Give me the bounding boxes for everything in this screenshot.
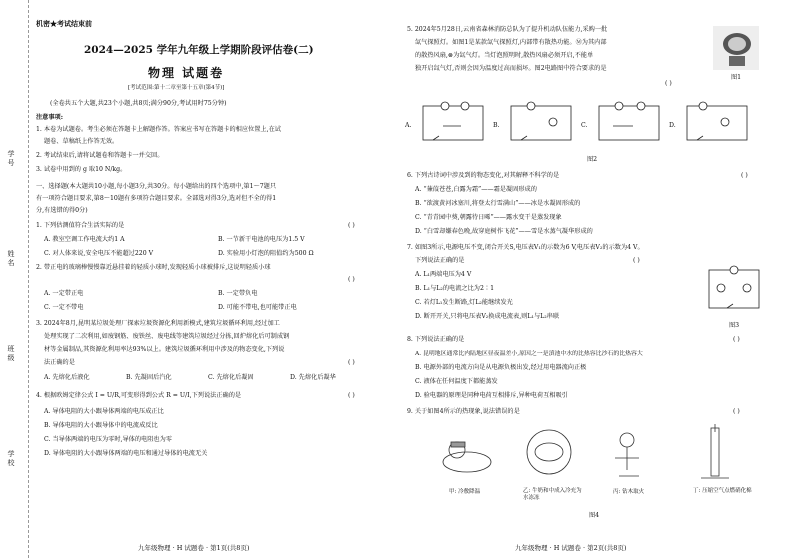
question-3: 材等金属制品,其资源化利用率达93%以上。建筑垃圾循环利用中涉及的物态变化,下列说: [44, 346, 285, 353]
exam-subtitle: 物理 试题卷: [148, 66, 225, 80]
q5-option-a: A.: [405, 122, 412, 129]
answer-paren: ( ): [741, 172, 748, 179]
q1-option-b: B. 一节新干电池的电压为1.5 V: [218, 236, 305, 243]
exam-scope: [考试范围:第十二章至第十五章(第4节)]: [128, 85, 225, 91]
question-7: 7. 如图3所示,电源电压不变,闭合开关S,电压表V₁的示数为6 V,电压表V₂的示数为4 V。: [407, 244, 644, 251]
q3-option-a: A. 先熔化后液化: [44, 374, 90, 381]
q6-option-c: C. “青青园中葵,朝露待日晞”——露水变干是蒸发现象: [415, 214, 562, 221]
q5-option-d: D.: [669, 122, 676, 129]
q7-option-b: B. L₁与L₂的电流之比为2∶1: [415, 285, 495, 292]
q3-option-d: D. 先熔化后凝华: [290, 374, 336, 381]
margin-label-class: 班级: [7, 345, 15, 363]
confidential-label: 机密★考试结束前: [36, 19, 92, 28]
answer-paren: ( ): [665, 80, 672, 87]
question-5: 5. 2024年5月28日,云南省森林消防总队为了提升机动队伍能力,采购一批: [407, 26, 608, 33]
answer-paren: ( ): [733, 408, 740, 415]
answer-paren: ( ): [348, 392, 355, 399]
circuit-diagrams: [413, 100, 763, 150]
answer-paren: ( ): [348, 359, 355, 366]
figure-2-caption: 图2: [587, 156, 598, 163]
q8-option-d: D. 验电器的原理是同种电荷互相排斥,异种电荷互相吸引: [415, 392, 568, 399]
question-3: 3. 2024年8月,昆明某垃圾处理厂探索垃圾资源化利用新模式,建筑垃圾循环利用,经过加工: [36, 320, 280, 327]
q5-option-c: C.: [581, 122, 588, 129]
section-intro: 分,有选错的得0分): [36, 207, 88, 214]
question-4: 4. 根据欧姆定律公式 I = U/R,可变形得到公式 R = U/I,下列说法正确的是: [36, 392, 242, 399]
q1-option-d: D. 实验用小灯泡的阻值约为500 Ω: [218, 250, 314, 257]
fig4-caption-a: 甲: 冷敷降温: [449, 489, 481, 495]
answer-paren: ( ): [348, 222, 355, 229]
q3-option-b: B. 先凝固后汽化: [126, 374, 172, 381]
q4-option-a: A. 导体电阻的大小跟导体两端的电压成正比: [44, 408, 164, 415]
margin-label-name: 姓名: [7, 250, 15, 268]
figure-4-illustrations: [439, 422, 769, 488]
question-1: 1. 下列估测值符合生活实际的是: [36, 222, 125, 229]
question-5: 的散热风扇,⊗为氙气灯。当灯泡照明时,散热风扇必须开启,不能单: [415, 52, 594, 59]
page-footer: 九年级物理 · H 试题卷 · 第1页(共8页): [138, 544, 250, 552]
q6-option-a: A. “蒹葭苍苍,白露为霜”——霜是凝固形成的: [415, 186, 537, 193]
q4-option-c: C. 当导体两端的电压为零时,导体的电阻也为零: [44, 436, 172, 443]
figure-3-caption: 图3: [729, 322, 740, 329]
answer-paren: ( ): [348, 276, 355, 283]
q6-option-d: D. “白雪却嫌春色晚,故穿庭树作飞花”——雪是水蒸气凝华形成的: [415, 228, 593, 235]
q1-option-c: C. 对人体来说,安全电压不能超过220 V: [44, 250, 154, 257]
q5-option-b: B.: [493, 122, 500, 129]
q4-option-d: D. 导体电阻的大小跟导体两端的电压和通过导体的电流无关: [44, 450, 208, 457]
answer-paren: ( ): [733, 336, 740, 343]
q7-option-c: C. 若灯L₁发生断路,灯L₂能继续发光: [415, 299, 513, 306]
fig4-caption-c: 丙: 钻木取火: [613, 489, 645, 495]
q8-option-c: C. 液体在任何温度下都能蒸发: [415, 378, 498, 385]
question-8: 8. 下列说法正确的是: [407, 336, 465, 343]
q2-option-d: D. 可能不带电,也可能带正电: [218, 304, 297, 311]
q2-option-b: B. 一定带负电: [218, 290, 258, 297]
circuit-figure-3: [703, 262, 765, 314]
q4-option-b: B. 导体电阻的大小跟导体中的电流成反比: [44, 422, 158, 429]
figure-1-caption: 图1: [731, 74, 742, 81]
question-6: 6. 下列古诗词中涉及到的物态变化,对其解释不科学的是: [407, 172, 560, 179]
searchlight-illustration: [713, 26, 759, 70]
question-7: 下列说法正确的是: [415, 257, 465, 264]
question-5: 氙气探照灯。如图1是某款氙气探照灯,内部带有散热功能。Ⓜ为其内部: [415, 39, 607, 46]
margin-label-student-id: 学号: [7, 150, 15, 168]
note-line: 3. 试卷中用到的 g 取10 N/kg。: [36, 166, 127, 173]
question-3: 法正确的是: [44, 359, 75, 366]
margin-label-school: 学校: [7, 450, 15, 468]
q6-option-b: B. “欲渡黄河冰塞川,将登太行雪满山”——冰是水凝固形成的: [415, 200, 581, 207]
section-intro: 有一项符合题目要求,第8～10题有多项符合题目要求。全部选对得3分,选对但不全的得1: [36, 195, 277, 202]
q1-option-a: A. 教室空调工作电流大约1 A: [44, 236, 125, 243]
question-2: 2. 带正电的玻璃棒慢慢靠近悬挂着的轻质小球时,发现轻质小球被排斥,这说明轻质小球: [36, 264, 271, 271]
right-page: [397, 0, 794, 558]
q3-option-c: C. 先熔化后凝固: [208, 374, 254, 381]
exam-info: (全卷共五个大题,共23个小题,共8页;满分90分,考试用时75分钟): [50, 100, 227, 107]
page-footer: 九年级物理 · H 试题卷 · 第2页(共8页): [515, 544, 627, 552]
section-intro: 一、选择题(本大题共10小题,每小题3分,共30分。每小题给出的四个选项中,第1～7题只: [36, 183, 277, 190]
question-3: 处理实现了二次利用,如废钢筋、废铁丝、废电线等建筑垃圾经过分拣,回炉熔化后可制成钢: [44, 333, 290, 340]
q2-option-a: A. 一定带正电: [44, 290, 84, 297]
answer-paren: ( ): [633, 257, 640, 264]
note-line: 1. 本卷为试题卷。考生必须在答题卡上解题作答。答案应书写在答题卡的相应位置上,在试: [36, 126, 281, 133]
question-5: 独开启氙气灯,否则会因为温度过高而损坏。图2电路图中符合要求的是: [415, 65, 607, 72]
fig4-caption-b: 乙: 牛奶和中成入冷充为水冻冻: [523, 488, 582, 501]
q7-option-d: D. 断开开关,只将电压表V₂换成电流表,则L₁与L₂串联: [415, 313, 560, 320]
fig4-caption-d: 丁: 压缩空气点燃硝化棉: [693, 488, 752, 494]
q8-option-a: A. 昆明地区通常比内陆地区昼夜温差小,原因之一是滇池中水的比热容比沙石的比热容大: [415, 351, 643, 357]
exam-title: 2024—2025 学年九年级上学期阶段评估卷(二): [84, 44, 314, 56]
notes-title: 注意事项:: [36, 114, 64, 121]
note-line: 2. 考试结束后,请将试题卷和答题卡一并交回。: [36, 152, 164, 159]
q8-option-b: B. 电源外部的电流方向是从电源负极出发,经过用电器流向正极: [415, 364, 587, 371]
figure-4-caption: 图4: [589, 512, 600, 519]
question-9: 9. 关于如图4所示的热现象,说法错误的是: [407, 408, 520, 415]
note-line: 题卷、草稿纸上作答无效。: [44, 138, 119, 145]
binding-margin: [0, 0, 29, 558]
q7-option-a: A. L₁两端电压为4 V: [415, 271, 472, 278]
q2-option-c: C. 一定不带电: [44, 304, 84, 311]
